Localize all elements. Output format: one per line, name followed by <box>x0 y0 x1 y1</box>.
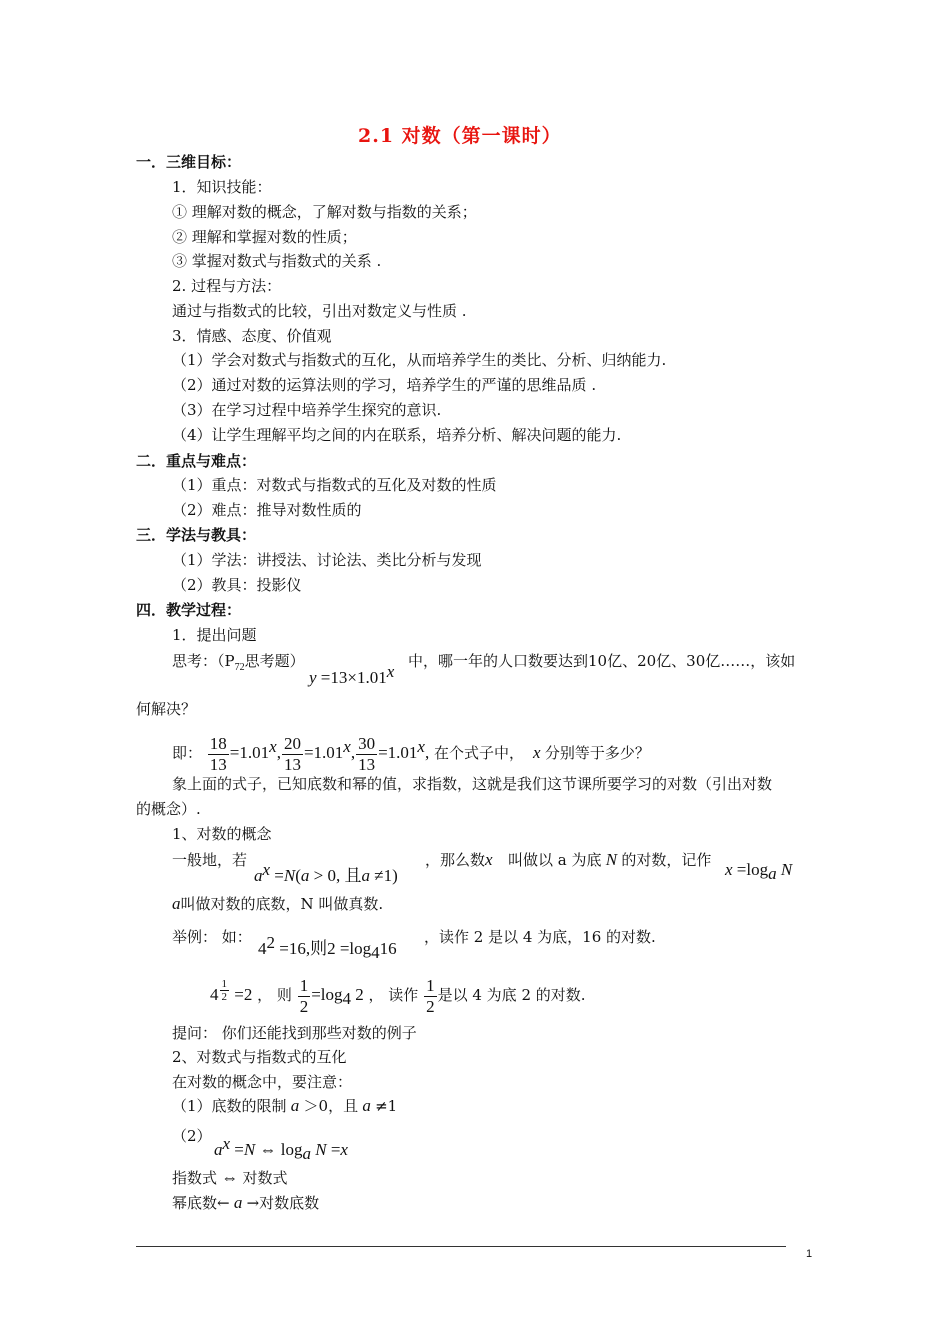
emotion-item-3: （3）在学习过程中培养学生探究的意识. <box>172 401 442 419</box>
think-prefix: 思考：（P <box>172 652 235 670</box>
example-2-suffix: 是以 4 为底 2 的对数. <box>437 986 586 1004</box>
knowledge-item-2: ② 理解和掌握对数的性质； <box>172 228 357 246</box>
example-2-read: ， 读作 <box>368 986 419 1004</box>
concept-label: 1、对数的概念 <box>172 825 272 843</box>
form-2-b: →对数底数 <box>246 1194 320 1212</box>
def2-a: 叫做对数的底数， <box>180 895 301 913</box>
ask-line: 提问： 你们还能找到那些对数的例子 <box>172 1024 417 1042</box>
note-line: 在对数的概念中，要注意： <box>172 1073 353 1091</box>
example-2-then: ， 则 <box>257 986 292 1004</box>
footer-divider <box>136 1246 786 1247</box>
def-tail-b: 的对数，记作 <box>621 851 712 869</box>
think-line <box>172 651 305 678</box>
section-1-heading: 一．三维目标： <box>136 153 242 171</box>
emotion-item-1: （1）学会对数式与指数式的互化，从而培养学生的类比、分析、归纳能力. <box>172 351 667 369</box>
think-continuation: 中，哪一年的人口数要达到10亿、20亿、30亿……，该如 <box>408 652 796 670</box>
knowledge-item-3: ③ 掌握对数式与指数式的关系 . <box>172 252 382 270</box>
note-2-line <box>172 1126 212 1146</box>
fraction-1-2-b: $\frac{1}{2}$ <box>426 975 435 1016</box>
page-title: 2.1 对数（第一课时） <box>358 125 562 147</box>
method-text: （1）学法：讲授法、讨论法、类比分析与发现 <box>172 551 482 569</box>
fraction-1-2-a: $\frac{1}{2}$ <box>299 975 309 1016</box>
difficult-point: （2）难点：推导对数性质的 <box>172 501 362 519</box>
definition-mid: ，那么数x <box>425 850 493 869</box>
note-1-c: ≠1 <box>375 1097 398 1115</box>
note-2-label: （2） <box>172 1127 212 1145</box>
page-number: 1 <box>806 1248 813 1260</box>
form-2-a: 幂底数← <box>172 1194 230 1212</box>
def-prefix: 一般地，若 <box>172 851 248 869</box>
section-2-heading: 二．重点与难点： <box>136 452 257 470</box>
think-end: 何解决？ <box>136 700 197 718</box>
example-line <box>172 927 252 947</box>
note-1-line: （1）底数的限制 a ＞0，且 a ≠1 <box>172 1096 398 1115</box>
form-line-2: 幂底数← a →对数底数 <box>172 1193 320 1212</box>
conversion-label: 2、对数式与指数式的互化 <box>172 1048 347 1066</box>
example-2-line: 4 $\frac{1}{2}$ =2 ， 则 $\frac{1}{2}$ $=\log_4$ 2 ， 读作 $\frac{1}{2}$ 是以 4 为底 2 的对数. <box>210 975 586 1016</box>
section-4-heading: 四．教学过程： <box>136 601 242 619</box>
definition-formula: $a^x =N(a > 0$, 且a ≠1) <box>254 860 398 885</box>
def-tail-a: 叫做以 a 为底 <box>508 851 602 869</box>
knowledge-label: 1．知识技能： <box>172 178 272 196</box>
process-label: 2. 过程与方法： <box>172 277 282 295</box>
def2-b: N 叫做真数. <box>300 895 384 913</box>
like-text-1: 象上面的式子，已知底数和幂的值，求指数，这就是我们这节课所要学习的对数（引出对数 <box>172 775 773 793</box>
page-ref-subscript: 72 <box>234 662 245 673</box>
like-text-2: 的概念）. <box>136 800 201 818</box>
ie-suffix: 分别等于多少？ <box>544 744 650 762</box>
tools-text: （2）教具：投影仪 <box>172 576 302 594</box>
example-formula: $4^2 =16$,则$2 =\log_416$ <box>258 933 397 962</box>
knowledge-item-1: ① 理解对数的概念，了解对数与指数的关系； <box>172 203 477 221</box>
emotion-item-4: （4）让学生理解平均之间的内在联系，培养分析、解决问题的能力. <box>172 426 622 444</box>
equations-line: 即： $\frac{18}{13}$ $=1.01^x$, $\frac{20}{13}$ $=1.01^x$, $\frac{30}{13}$ $=1.01^x$, 在个式子中， x 分别等于多少？ <box>172 733 650 774</box>
definition-line-2: a叫做对数的底数，N 叫做真数. <box>172 894 384 913</box>
emotion-item-2: （2）通过对数的运算法则的学习，培养学生的严谨的思维品质 . <box>172 376 597 394</box>
fraction-20-13: $\frac{20}{13}$ <box>283 733 301 774</box>
example-prefix: 举例： 如： <box>172 928 252 946</box>
example-suffix: ，读作 2 是以 4 为底，16 的对数. <box>424 928 656 946</box>
key-point: （1）重点：对数式与指数式的互化及对数的性质 <box>172 476 497 494</box>
form-1-b: 对数式 <box>242 1169 288 1187</box>
note-1-a: （1）底数的限制 <box>172 1097 287 1115</box>
definition-tail: 叫做以 a 为底 N 的对数，记作 <box>508 850 712 869</box>
process-text: 通过与指数式的比较，引出对数定义与性质 . <box>172 302 467 320</box>
definition-line <box>172 850 247 870</box>
fraction-18-13: $\frac{18}{13}$ <box>209 733 227 774</box>
population-formula: $y =13\times 1.01^x$ <box>309 662 395 687</box>
def-middle: ，那么数 <box>425 851 486 869</box>
fraction-exponent-1-2: $\frac{1}{2}$ <box>221 978 227 1003</box>
log-definition: $x =\log_a$ N <box>725 860 793 883</box>
equivalence-formula: $a^x =N$ ⇔ $\log_a N =x$ <box>214 1134 348 1163</box>
form-1-a: 指数式 <box>172 1169 218 1187</box>
ie-middle: 在个式子中， <box>434 744 525 762</box>
question-label: 1．提出问题 <box>172 626 257 644</box>
section-3-heading: 三．学法与教具： <box>136 526 257 544</box>
ie-prefix: 即： <box>172 744 203 762</box>
fraction-30-13: $\frac{30}{13}$ <box>358 733 376 774</box>
form-line-1: 指数式 ⇔ 对数式 <box>172 1168 288 1187</box>
think-suffix: 思考题） <box>244 652 305 670</box>
emotion-label: 3．情感、态度、价值观 <box>172 327 332 345</box>
note-1-b: ＞0，且 <box>303 1097 359 1115</box>
